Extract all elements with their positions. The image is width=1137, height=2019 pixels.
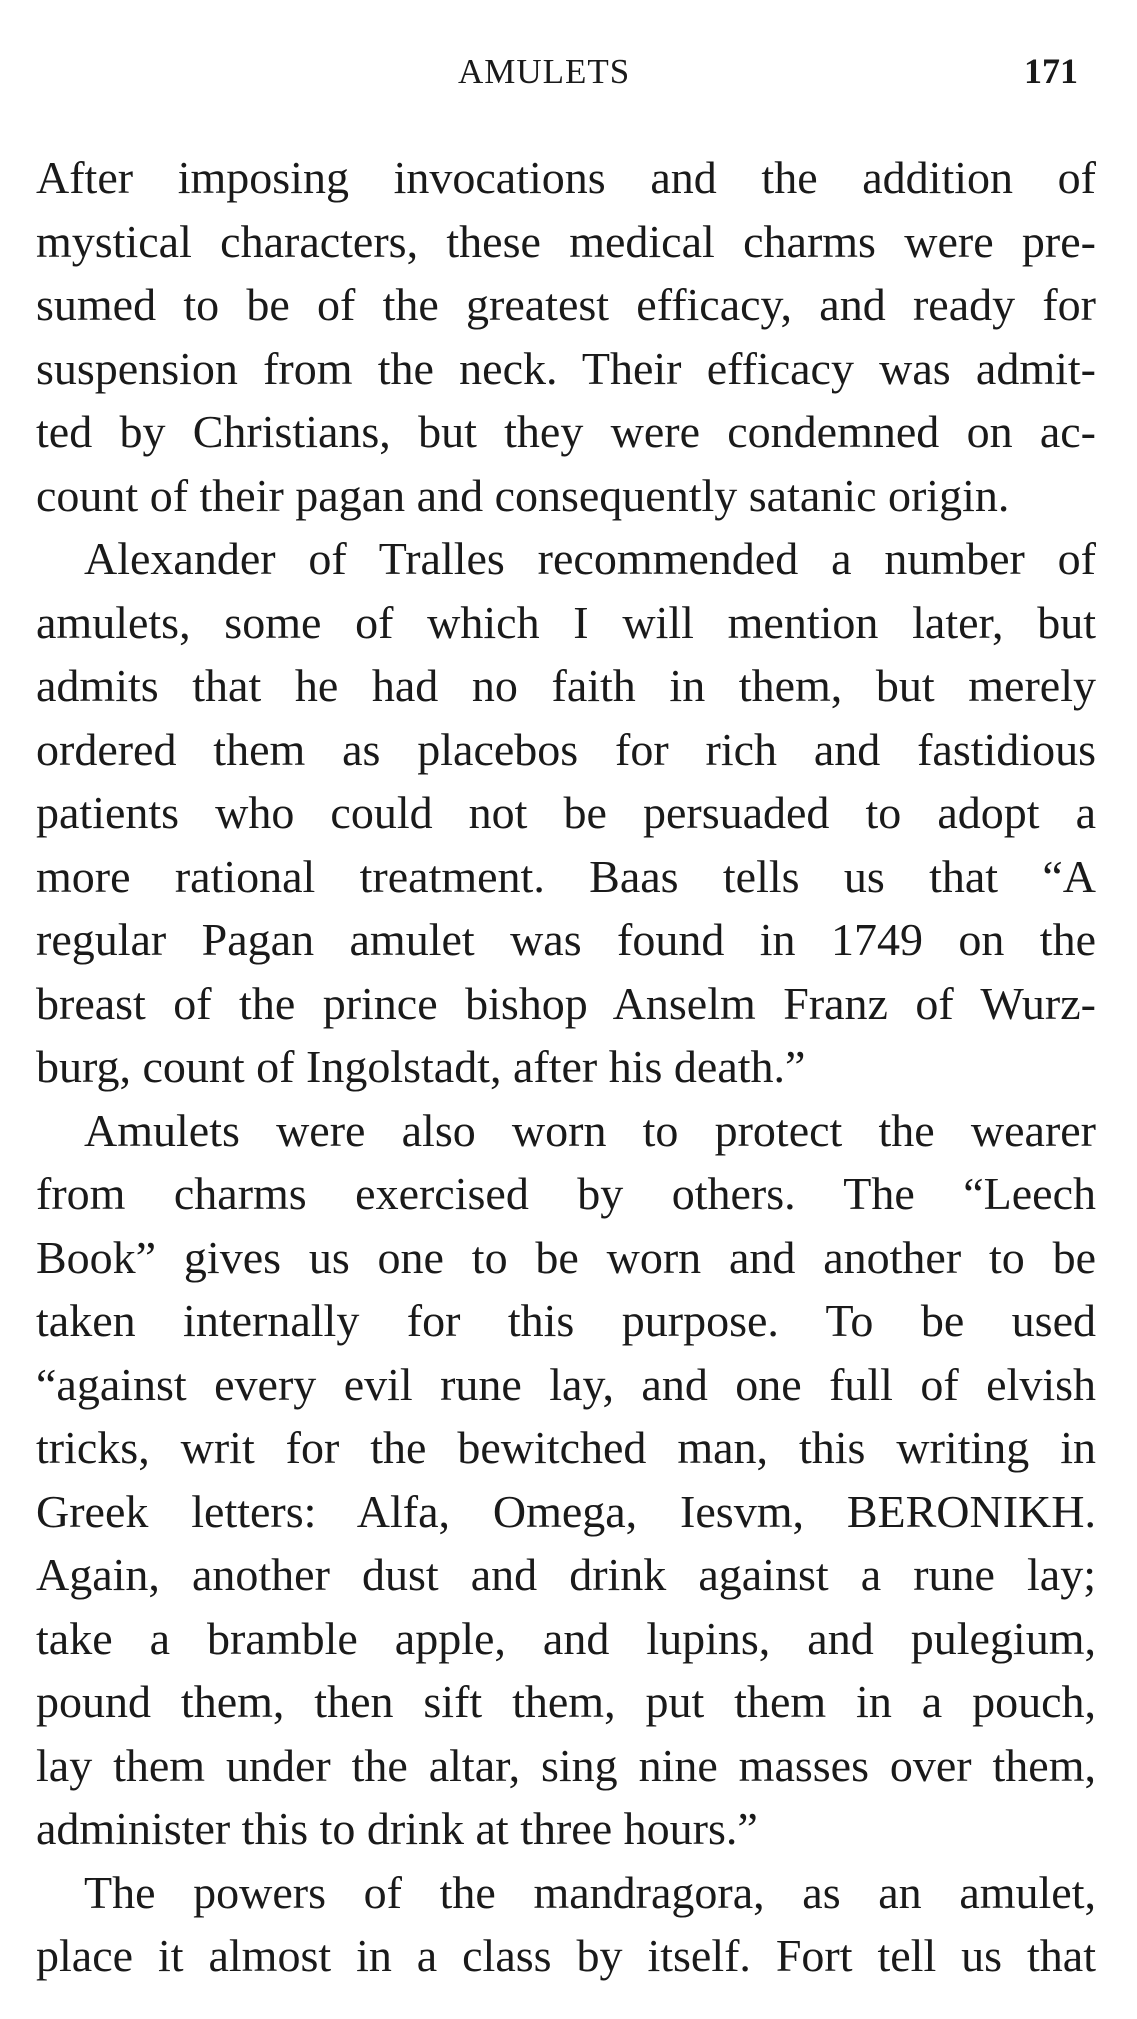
text-line: ordered them as placebos for rich and fastidious [36, 723, 1096, 775]
text-line: Greek letters: Alfa, Omega, Iesvm, BERONIKH. [36, 1485, 1096, 1537]
text-line: take a bramble apple, and lupins, and pulegium, [36, 1612, 1096, 1664]
chapter-title: AMULETS [458, 52, 631, 91]
text-line: regular Pagan amulet was found in 1749 on the [36, 914, 1096, 965]
text-line: breast of the prince bishop Anselm Franz of Wurz- [36, 977, 1096, 1029]
text-line: pound them, then sift them, put them in a pouch, [36, 1676, 1096, 1727]
text-line: admits that he had no faith in them, but merely [36, 660, 1096, 711]
text-line: Amulets were also worn to protect the wearer [84, 1104, 1096, 1156]
paragraph-1 [36, 146, 1096, 527]
paragraph-4 [36, 1861, 1096, 1988]
text-line: lay them under the altar, sing nine masses over them, [36, 1739, 1096, 1791]
page-number: 171 [1024, 51, 1078, 91]
text-line: sumed to be of the greatest efficacy, and ready for [36, 279, 1096, 330]
paragraph-2 [36, 527, 1096, 1099]
text-line: administer this to drink at three hours.” [36, 1803, 758, 1854]
text-line: patients who could not be persuaded to adopt a [36, 787, 1096, 838]
text-line: ted by Christians, but they were condemned on ac- [36, 406, 1096, 457]
text-line: place it almost in a class by itself. Fort tell us that [36, 1930, 1096, 1981]
text-line: The powers of the mandragora, as an amulet, [84, 1866, 1096, 1918]
text-line: Book” gives us one to be worn and another to be [36, 1231, 1096, 1283]
text-line: burg, count of Ingolstadt, after his death.” [36, 1041, 806, 1092]
text-line: After imposing invocations and the addition of [36, 152, 1096, 203]
text-line: more rational treatment. Baas tells us that “A [36, 850, 1096, 902]
text-line: amulets, some of which I will mention later, but [36, 596, 1096, 648]
text-line: “against every evil rune lay, and one full of elvish [36, 1358, 1096, 1410]
text-line: tricks, writ for the bewitched man, this writing in [36, 1422, 1096, 1473]
text-line: mystical characters, these medical charms were pre- [36, 215, 1096, 267]
text-line: taken internally for this purpose. To be used [36, 1295, 1096, 1346]
body-text [36, 146, 1096, 1988]
text-line: from charms exercised by others. The “Leech [36, 1168, 1096, 1219]
paragraph-3 [36, 1099, 1096, 1861]
text-line: Again, another dust and drink against a rune lay; [36, 1549, 1096, 1600]
text-line: suspension from the neck. Their efficacy was admit- [36, 342, 1096, 394]
text-line: count of their pagan and consequently satanic origin. [36, 469, 1010, 521]
text-line: Alexander of Tralles recommended a number of [84, 533, 1096, 584]
running-head [0, 52, 1137, 102]
